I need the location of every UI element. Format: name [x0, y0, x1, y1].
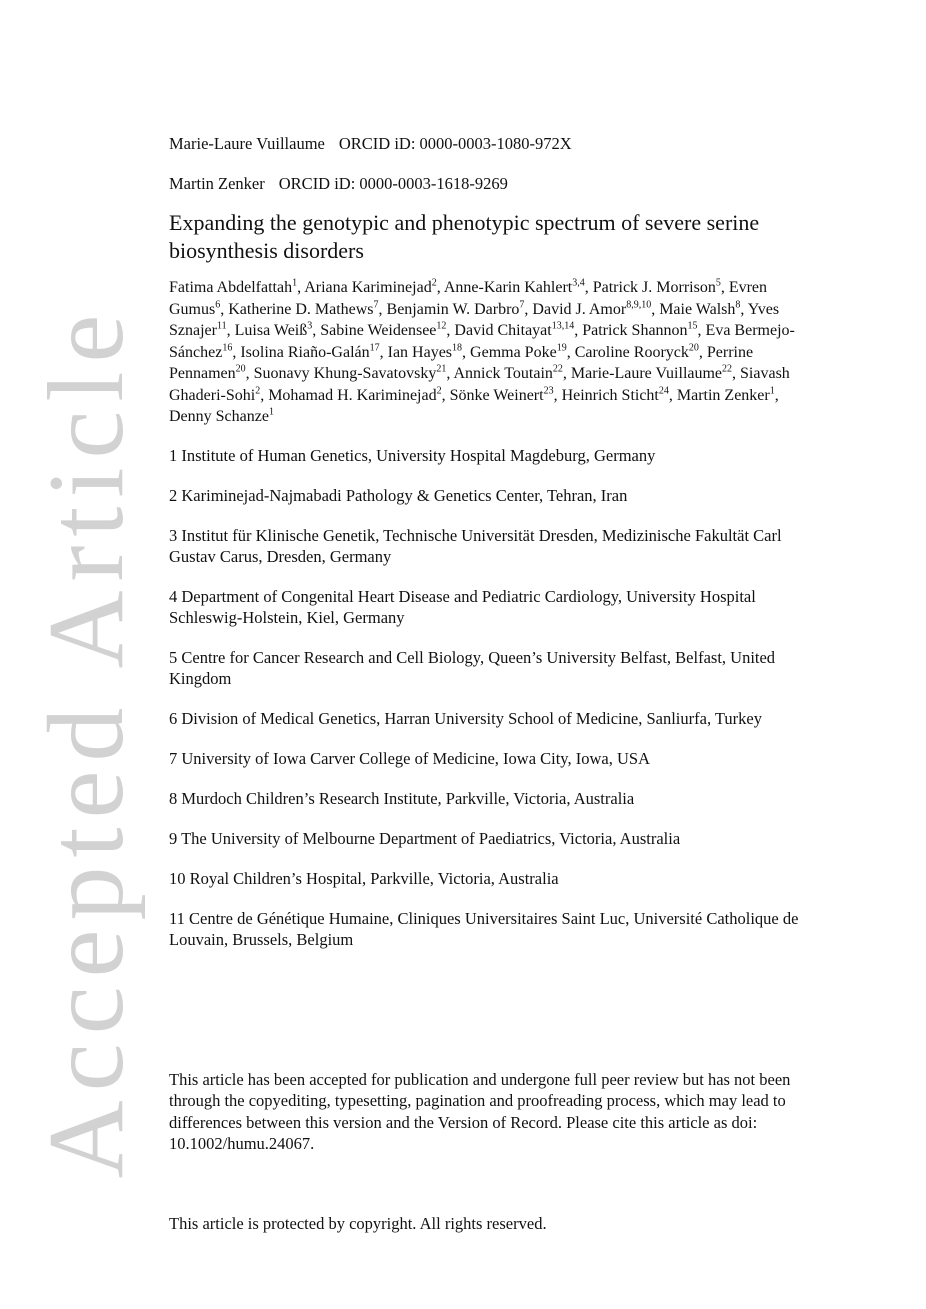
author-affiliation-marker: 6 [215, 299, 221, 311]
author-affiliation-marker: 1 [292, 277, 298, 289]
author [254, 365, 447, 382]
correspondent-line [169, 134, 819, 154]
orcid-id: ORCID iD: 0000-0003-1618-9269 [278, 174, 508, 193]
author-affiliation-marker: 19 [556, 342, 567, 354]
author-affiliation-marker: 22 [722, 363, 733, 375]
copyright-notice: This article is protected by copyright. All rights reserved. [169, 1214, 547, 1233]
author-name: David Chitayat [454, 322, 552, 339]
author [444, 279, 585, 296]
author-name: Sönke Weinert [449, 386, 544, 404]
author-affiliation-marker: 3,4 [572, 277, 585, 289]
affiliation: 10 Royal Children’s Hospital, Parkville, Victoria, Australia [169, 868, 559, 888]
author-name: Mohamad H. Kariminejad [268, 386, 437, 404]
author [169, 408, 274, 425]
affiliation-list [169, 445, 819, 950]
author-affiliation-marker: 15 [687, 320, 698, 332]
affiliation: 11 Centre de Génétique Humaine, Cliniques Universitaires Saint Luc, Université Catholique de Louvain, Brussels, Belgium [169, 908, 799, 949]
author [240, 344, 379, 361]
author-affiliation-marker: 2 [255, 385, 261, 397]
author-affiliation-marker: 21 [436, 363, 447, 375]
affiliation: 2 Kariminejad-Najmabadi Pathology & Genetics Center, Tehran, Iran [169, 485, 628, 505]
watermark-text: Accepted Article [27, 305, 146, 1179]
article-front-matter [169, 134, 819, 969]
affiliation: 9 The University of Melbourne Department of Paediatrics, Victoria, Australia [169, 828, 681, 848]
author-affiliation-marker: 18 [452, 342, 463, 354]
author-name: Evren Gumus [169, 279, 768, 318]
author-name: Isolina Riaño-Galán [240, 343, 370, 361]
author-name: Martin Zenker [676, 386, 770, 404]
author-name: Yves Sznajer [169, 300, 780, 339]
author-affiliation-marker: 13,14 [551, 320, 575, 332]
author-name: Sabine Weidensee [320, 322, 437, 339]
author-name: Benjamin W. Darbro [386, 300, 520, 318]
correspondent-line [169, 174, 819, 194]
affiliation: 7 University of Iowa Carver College of Medicine, Iowa City, Iowa, USA [169, 748, 650, 768]
affiliation: 3 Institut für Klinische Genetik, Technische Universität Dresden, Medizinische Fakultät Carl Gustav Carus, Dresden, Germany [169, 525, 782, 566]
correspondent-name: Martin Zenker [169, 174, 265, 193]
correspondent-name: Marie-Laure Vuillaume [169, 134, 325, 153]
author-list: Fatima Abdelfattah$^1$, Ariana Kariminejad$^2$, Anne-Karin Kahlert$^{3,4}$, Patrick J. Morrison$^5$, Evren Gumus$^6$, Katherine D. Mathews$^7$, Benjamin W. Darbro$^7$, David J. Amor$^{8,9,10}$, Maie Walsh$^8$, Yves Sznajer$^{11}$, Luisa Weiß$^3$, Sabine Weidensee$^{12}$, David Chitayat$^{13,14}$, Patrick Shannon$^{15}$, Eva Bermejo-Sánchez$^{16}$, Isolina Riaño-Galán$^{17}$, Ian Hayes$^{18}$, Gemma Poke$^{19}$, Caroline Rooryck$^{20}$, Perrine Pennamen$^{20}$, Suonavy Khung-Savatovsky$^{21}$, Annick Toutain$^{22}$, Marie-Laure Vuillaume$^{22}$, Siavash Ghaderi-Sohi$^2$, Mohamad H. Kariminejad$^2$, Sönke Weinert$^{23}$, Heinrich Sticht$^{24}$, Martin Zenker$^1$, Denny Schanze$^1$ [169, 277, 795, 425]
author-name: Katherine D. Mathews [228, 300, 374, 318]
author-name: Maie Walsh [659, 300, 736, 318]
author [454, 322, 574, 339]
author [659, 301, 740, 318]
author [228, 301, 378, 318]
author-name: Siavash Ghaderi-Sohi [169, 365, 790, 404]
author [582, 322, 697, 339]
author-affiliation-marker: 20 [688, 342, 699, 354]
author-affiliation-marker: 3 [307, 320, 313, 332]
author-name: Ian Hayes [387, 343, 453, 361]
author-name: Annick Toutain [453, 365, 553, 382]
author-affiliation-marker: 22 [552, 363, 563, 375]
author [450, 387, 554, 404]
author-affiliation-marker: 23 [543, 385, 554, 397]
author-name: Fatima Abdelfattah [169, 279, 293, 296]
affiliation: 6 Division of Medical Genetics, Harran University School of Medicine, Sanliurfa, Turkey [169, 708, 762, 728]
author-affiliation-marker: 8,9,10 [626, 299, 652, 311]
author-affiliation-marker: 1 [769, 385, 775, 397]
author-affiliation-marker: 11 [216, 320, 227, 332]
acceptance-notice: This article has been accepted for publication and undergone full peer review but has not been through the copyediting, typesetting, pagination and proofreading process, which may lead to differences between this version and the Version of Record. Please cite this article as doi: 10.1002/humu.24067. [169, 1070, 791, 1153]
author [304, 279, 437, 296]
author-affiliation-marker: 17 [369, 342, 380, 354]
author-name: Gemma Poke [470, 343, 557, 361]
author-affiliation-marker: 1 [268, 406, 274, 418]
author [562, 387, 669, 404]
author [571, 365, 732, 382]
author-name: Eva Bermejo-Sánchez [169, 322, 795, 361]
author-name: Heinrich Sticht [561, 386, 659, 404]
author-affiliation-marker: 24 [658, 385, 669, 397]
author-affiliation-marker: 16 [222, 342, 233, 354]
author-affiliation-marker: 2 [431, 277, 437, 289]
author-affiliation-marker: 8 [735, 299, 741, 311]
author-name: Anne-Karin Kahlert [443, 279, 573, 296]
affiliation: 1 Institute of Human Genetics, University Hospital Magdeburg, Germany [169, 445, 656, 465]
author [593, 279, 721, 296]
author [575, 344, 699, 361]
author-name: Patrick J. Morrison [592, 279, 716, 296]
author-name: Marie-Laure Vuillaume [570, 365, 723, 382]
author-affiliation-marker: 7 [373, 299, 379, 311]
author-affiliation-marker: 20 [235, 363, 246, 375]
affiliation: 4 Department of Congenital Heart Disease and Pediatric Cardiology, University Hospital Schleswig-Holstein, Kiel, Germany [169, 586, 756, 627]
author [235, 322, 313, 339]
article-title: Expanding the genotypic and phenotypic spectrum of severe serine biosynthesis disorders [169, 210, 760, 263]
author-name: Suonavy Khung-Savatovsky [253, 365, 437, 382]
affiliation: 5 Centre for Cancer Research and Cell Biology, Queen’s University Belfast, Belfast, United Kingdom [169, 647, 776, 688]
author-affiliation-marker: 7 [519, 299, 525, 311]
author-name: Caroline Rooryck [574, 343, 689, 361]
author-name: Patrick Shannon [582, 322, 688, 339]
author [387, 301, 525, 318]
author [453, 365, 562, 382]
author-name: Perrine Pennamen [169, 343, 754, 382]
author-affiliation-marker: 5 [715, 277, 721, 289]
author-name: David J. Amor [532, 300, 627, 318]
author [388, 344, 462, 361]
author [169, 279, 297, 296]
author-affiliation-marker: 2 [436, 385, 442, 397]
author [677, 387, 775, 404]
author-affiliation-marker: 12 [436, 320, 447, 332]
author [470, 344, 567, 361]
affiliation: 8 Murdoch Children’s Research Institute, Parkville, Victoria, Australia [169, 788, 635, 808]
author [320, 322, 446, 339]
author-name: Denny Schanze [169, 408, 269, 425]
author-name: Ariana Kariminejad [304, 279, 432, 296]
orcid-id: ORCID iD: 0000-0003-1080-972X [338, 134, 572, 153]
author [532, 301, 651, 318]
author-name: Luisa Weiß [234, 322, 308, 339]
author [268, 387, 441, 404]
